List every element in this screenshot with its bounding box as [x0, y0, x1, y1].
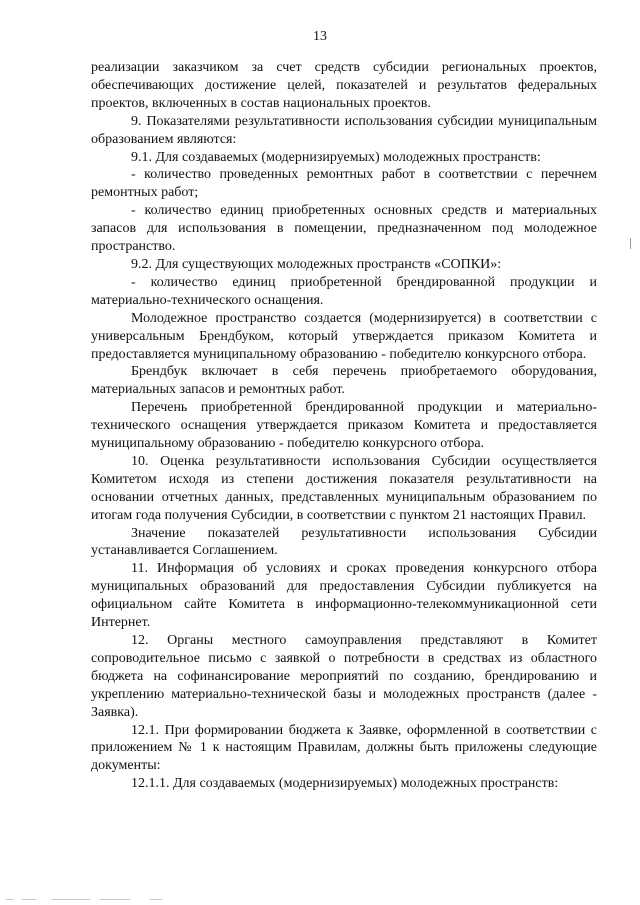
- paragraph-9-1: 9.1. Для создаваемых (модернизируемых) молодежных пространств:: [131, 149, 541, 165]
- paragraph-12-1-1: 12.1.1. Для создаваемых (модернизируемых) молодежных пространств:: [131, 776, 559, 792]
- scan-artifact: [100, 899, 130, 900]
- paragraph-branded-list: Перечень приобретенной брендированной продукции и материально-технического оснащения утверждается приказом Комитета и предоставляется муниципальному образованию - победителю конкурсного отбора.: [91, 400, 597, 452]
- document-body: [91, 59, 597, 793]
- paragraph-11: 11. Информация об условиях и сроках проведения конкурсного отбора муниципальных образований для предоставления Субсидии публикуется на официальном сайте Комитета в информационно-телекоммуникационной сети Интернет.: [91, 561, 597, 631]
- paragraph-12-1: 12.1. При формировании бюджета к Заявке, оформленной в соответствии с приложением № 1 к настоящим Правилам, должны быть приложены следующие документы:: [91, 722, 597, 774]
- paragraph-brandbook-contents: Брендбук включает в себя перечень приобретаемого оборудования, материальных запасов и ремонтных работ.: [91, 364, 597, 398]
- scan-artifact: [22, 899, 36, 900]
- list-item-fixed-assets: - количество единиц приобретенных основных средств и материальных запасов для использования в помещении, предназначенном под молодежное пространство.: [91, 203, 597, 255]
- paragraph-10: 10. Оценка результативности использования Субсидии осуществляется Комитетом исходя из степени достижения показателя результативности на основании отчетных данных, представленных муниципальным образованием по итогам года получения Субсидии, в соответствии с пунктом 21 настоящих Правил.: [91, 453, 597, 523]
- paragraph-12: 12. Органы местного самоуправления представляют в Комитет сопроводительное письмо с заявкой о потребности в средствах из областного бюджета на софинансирование мероприятий по созданию, брендированию и укреплению материально-технической базы и молодежных пространств (далее - Заявка).: [91, 633, 597, 720]
- paragraph-continuation: реализации заказчиком за счет средств субсидии региональных проектов, обеспечивающих достижение целей, показателей и результатов федеральных проектов, включенных в состав национальных проектов.: [91, 60, 597, 111]
- scan-artifact: [150, 899, 162, 900]
- list-item-repair-works: - количество проведенных ремонтных работ в соответствии с перечнем ремонтных работ;: [91, 167, 597, 201]
- scan-margin-mark: [630, 238, 631, 249]
- paragraph-9: 9. Показателями результативности использования субсидии муниципальным образованием являются:: [91, 113, 597, 147]
- scan-bottom-edge: [0, 899, 640, 905]
- scan-artifact: [52, 899, 90, 900]
- paragraph-9-2: 9.2. Для существующих молодежных пространств «СОПКИ»:: [131, 256, 502, 272]
- list-item-branded-products: - количество единиц приобретенной брендированной продукции и материально-технического оснащения.: [91, 274, 597, 308]
- paragraph-brandbook-rule: Молодежное пространство создается (модернизируется) в соответствии с универсальным Брендбуком, который утверждается приказом Комитета и предоставляется муниципальному образованию - победителю конкурсного отбора.: [91, 310, 597, 362]
- page-number: 13: [313, 29, 327, 44]
- scan-artifact: [6, 899, 14, 900]
- paragraph-10-values: Значение показателей результативности использования Субсидии устанавливается Соглашением.: [91, 525, 597, 559]
